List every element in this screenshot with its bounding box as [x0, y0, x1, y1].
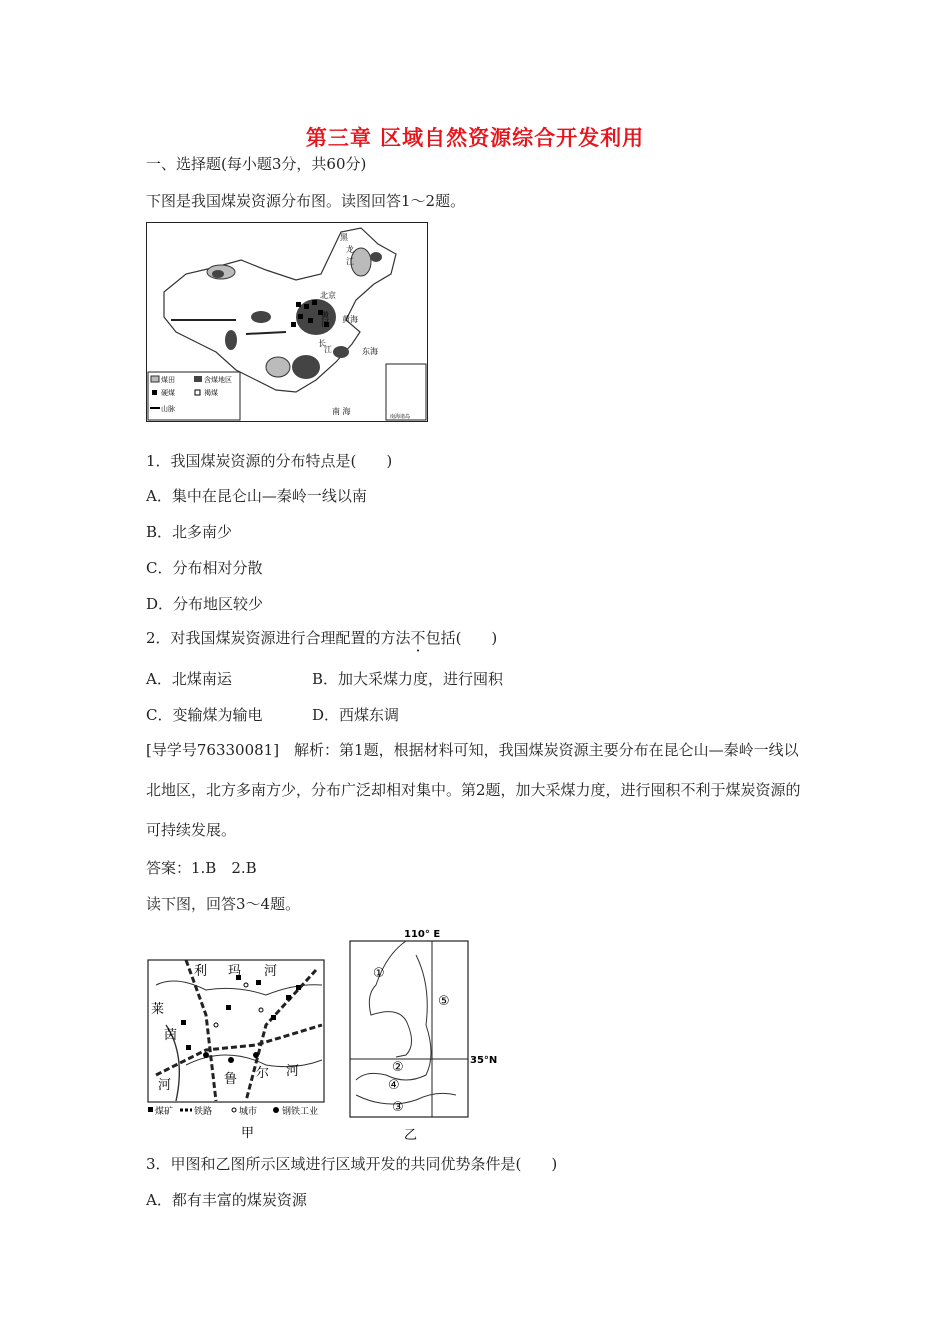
map-label: 南 海	[332, 407, 351, 416]
legend-label: 山脉	[161, 405, 175, 413]
intro-text-1: 下图是我国煤炭资源分布图。读图回答1～2题。	[146, 192, 466, 210]
map-label: 河	[321, 319, 329, 328]
map-label: 鲁	[224, 1072, 238, 1087]
legend-label: 城市	[239, 1107, 258, 1117]
question-3-stem: 3．甲图和乙图所示区域进行区域开发的共同优势条件是( )	[146, 1155, 558, 1173]
legend-label: 钢铁工业	[282, 1107, 319, 1117]
map-label: 江	[324, 345, 332, 354]
map-label: 长	[318, 339, 326, 348]
region-marker: ④	[388, 1078, 400, 1093]
section-heading: 一、选择题(每小题3分，共60分)	[146, 155, 367, 173]
region-marker: ②	[392, 1060, 404, 1075]
figure-caption: 乙	[404, 1128, 418, 1143]
china-coal-map	[146, 222, 428, 422]
q1-option-c: C．分布相对分散	[146, 559, 263, 577]
map-label: 龙	[346, 245, 354, 254]
emphasis-dot-text: 不	[410, 629, 426, 647]
legend-label: 褐煤	[204, 389, 218, 397]
legend-label: 硬煤	[161, 389, 175, 397]
latitude-label: 35°N	[470, 1055, 498, 1066]
map-label: 莱	[151, 1002, 165, 1017]
intro-text-2: 读下图，回答3～4题。	[146, 895, 301, 913]
question-2-stem	[146, 627, 497, 648]
question-1-stem: 1．我国煤炭资源的分布特点是( )	[146, 452, 393, 470]
map-label: 黄	[321, 311, 329, 320]
q3-option-a: A．都有丰富的煤炭资源	[146, 1191, 307, 1209]
region-marker: ①	[373, 966, 385, 981]
map-label: 江	[346, 257, 354, 266]
map-label: 玛	[228, 964, 242, 979]
map-label: 东海	[362, 347, 378, 356]
page-title: 第三章 区域自然资源综合开发利用	[305, 126, 645, 150]
analysis-text: [导学号76330081] 解析：第1题，根据材料可知，我国煤炭资源主要分布在昆仑山—秦岭一线以北地区，北方多南方少，分布广泛却相对集中。第2题，加大采煤力度，进行囤积不利于煤炭资源的可持续发展。	[146, 741, 801, 839]
q2-option-c: C．变输煤为输电	[146, 706, 263, 724]
longitude-label: 110° E	[404, 929, 441, 940]
q2-option-d: D．西煤东调	[312, 706, 400, 724]
map-label: 河	[264, 964, 278, 979]
region-marker: ⑤	[438, 994, 450, 1009]
legend-label: 含煤地区	[204, 376, 232, 384]
q1-option-b: B．北多南少	[146, 523, 233, 541]
map-label: 黄海	[342, 315, 358, 324]
map-yi-loess	[346, 925, 506, 1143]
q2-option-b: B．加大采煤力度，进行囤积	[312, 670, 504, 688]
legend-label: 铁路	[194, 1107, 213, 1117]
figure-caption: 甲	[241, 1126, 255, 1141]
legend-label: 煤矿	[155, 1107, 174, 1117]
map-label: 黑	[340, 233, 348, 242]
region-marker: ③	[392, 1100, 404, 1115]
map-label: 北京	[320, 291, 336, 300]
map-label: 河	[158, 1078, 172, 1093]
q2-stem-part: 2．对我国煤炭资源进行合理配置的方法	[146, 629, 411, 647]
q2-option-a: A．北煤南运	[146, 670, 232, 688]
map-label: 利	[194, 964, 208, 979]
q1-option-a: A．集中在昆仑山—秦岭一线以南	[146, 487, 367, 505]
q1-option-d: D．分布地区较少	[146, 595, 264, 613]
map-label: 河	[286, 1064, 300, 1079]
q2-stem-part: 包括( )	[425, 629, 498, 647]
answer-text: 答案：1.B 2.B	[146, 859, 257, 877]
map-label: 尔	[256, 1066, 270, 1081]
map-jia-ruhr	[146, 955, 336, 1141]
map-label: 茵	[164, 1028, 178, 1043]
legend-label: 煤田	[161, 376, 175, 384]
map-label: 南海诸岛	[390, 414, 411, 420]
